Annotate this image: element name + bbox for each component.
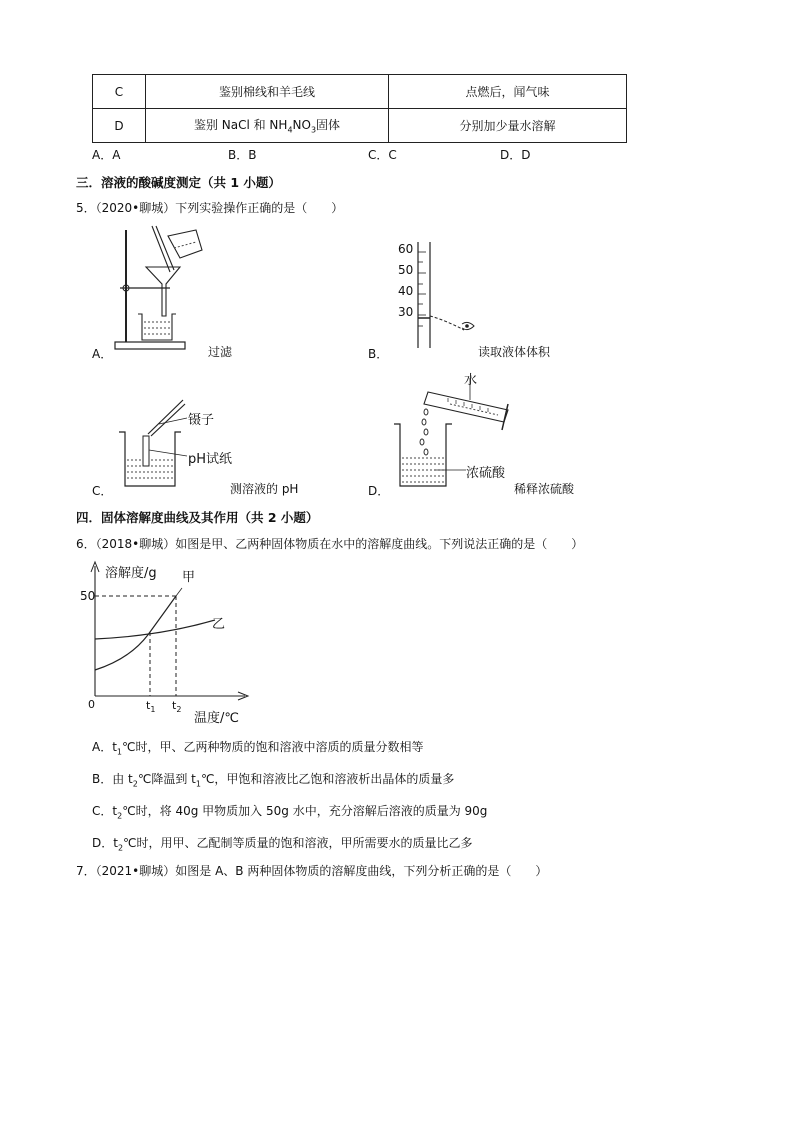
q4-option-d[interactable]: D．D	[500, 148, 531, 162]
label-water: 水	[464, 373, 478, 388]
subscript: 3	[310, 125, 317, 135]
x-tick-t2	[172, 699, 181, 714]
q6-option-d[interactable]	[92, 834, 473, 852]
filtration-apparatus-icon	[110, 222, 210, 354]
question-stem: 6．（2018•聊城）如图是甲、乙两种固体物质在水中的溶解度曲线。下列说法正确的是（ ）	[76, 537, 584, 551]
cell-text: 固体	[316, 118, 341, 133]
option-text: C．t	[92, 804, 118, 818]
subscript: 1	[116, 747, 123, 757]
ph-test-beaker-icon	[115, 398, 195, 490]
subscript: 2	[117, 843, 124, 853]
tick-text: t	[146, 699, 151, 712]
q4-option-a[interactable]: A．A	[92, 148, 121, 162]
subscript: 1	[195, 779, 201, 789]
series-jia-curve	[95, 596, 176, 670]
cell-text: NO	[292, 118, 311, 133]
label-leader	[176, 588, 182, 596]
tick-label: 30	[398, 305, 414, 319]
series-label-yi: 乙	[212, 617, 226, 632]
q4-option-c[interactable]: C．C	[368, 148, 397, 162]
option-caption: 过滤	[208, 345, 233, 359]
option-letter[interactable]: D．	[368, 484, 390, 498]
option-text: B．由 t	[92, 772, 133, 786]
origin-label: 0	[88, 698, 95, 711]
tick-label: 60	[398, 242, 414, 256]
x-tick-t1	[146, 699, 155, 714]
option-text: A．t	[92, 740, 117, 754]
option-caption: 稀释浓硫酸	[514, 482, 575, 496]
table-row	[93, 75, 627, 109]
question-stem: 7．（2021•聊城）如图是 A、B 两种固体物质的溶解度曲线，下列分析正确的是（ ）	[76, 864, 548, 878]
table-cell: D	[93, 109, 146, 143]
subscript: 2	[132, 779, 138, 789]
options-table	[92, 74, 627, 143]
subscript: 4	[287, 125, 293, 135]
option-text: ℃时，用甲、乙配制等质量的饱和溶液，甲所需要水的质量比乙多	[123, 836, 473, 850]
chart-xlabel: 温度/℃	[194, 711, 239, 726]
option-letter[interactable]: A．	[92, 347, 113, 361]
subscript: 1	[150, 705, 156, 715]
question-stem: 5．（2020•聊城）下列实验操作正确的是（ ）	[76, 201, 344, 215]
option-letter[interactable]: C．	[92, 484, 113, 498]
option-caption: 读取液体体积	[478, 345, 551, 359]
q4-option-b[interactable]: B．B	[228, 148, 257, 162]
option-text: ℃降温到 t	[137, 772, 196, 786]
q6-option-a[interactable]	[92, 738, 424, 756]
table-cell: 鉴别棉线和羊毛线	[146, 75, 389, 109]
q6-option-b[interactable]	[92, 770, 454, 788]
series-yi-curve	[95, 620, 215, 639]
label-concentrated-sulfuric-acid: 浓硫酸	[466, 466, 506, 481]
label-ph-paper: pH试纸	[188, 452, 233, 467]
series-label-jia: 甲	[182, 570, 196, 585]
section-heading: 三．溶液的酸碱度测定（共 1 小题）	[76, 175, 281, 190]
subscript: 2	[117, 811, 123, 821]
section-heading: 四．固体溶解度曲线及其作用（共 2 小题）	[76, 510, 319, 525]
subscript: 2	[176, 705, 182, 715]
option-text: ℃时，将 40g 甲物质加入 50g 水中，充分溶解后溶液的质量为 90g	[122, 804, 488, 818]
table-cell: C	[93, 75, 146, 109]
tick-label: 50	[398, 263, 414, 277]
y-tick-50: 50	[80, 589, 96, 603]
solubility-chart	[70, 558, 260, 728]
table-cell: 分别加少量水溶解	[389, 109, 627, 143]
tick-text: t	[172, 699, 177, 712]
option-text: ℃，甲饱和溶液比乙饱和溶液析出晶体的质量多	[200, 772, 455, 786]
table-cell	[146, 109, 389, 143]
cell-text: 鉴别 NaCl 和 NH	[193, 118, 288, 133]
table-cell: 点燃后，闻气味	[389, 75, 627, 109]
option-text: ℃时，甲、乙两种物质的饱和溶液中溶质的质量分数相等	[122, 740, 424, 754]
option-letter[interactable]: B．	[368, 347, 389, 361]
chart-ylabel: 溶解度/g	[105, 566, 157, 581]
q6-option-c[interactable]	[92, 802, 487, 820]
option-text: D．t	[92, 836, 118, 850]
tick-label: 40	[398, 284, 414, 298]
option-caption: 测溶液的 pH	[230, 482, 299, 496]
table-row	[93, 109, 627, 143]
label-tweezers: 镊子	[188, 413, 215, 428]
